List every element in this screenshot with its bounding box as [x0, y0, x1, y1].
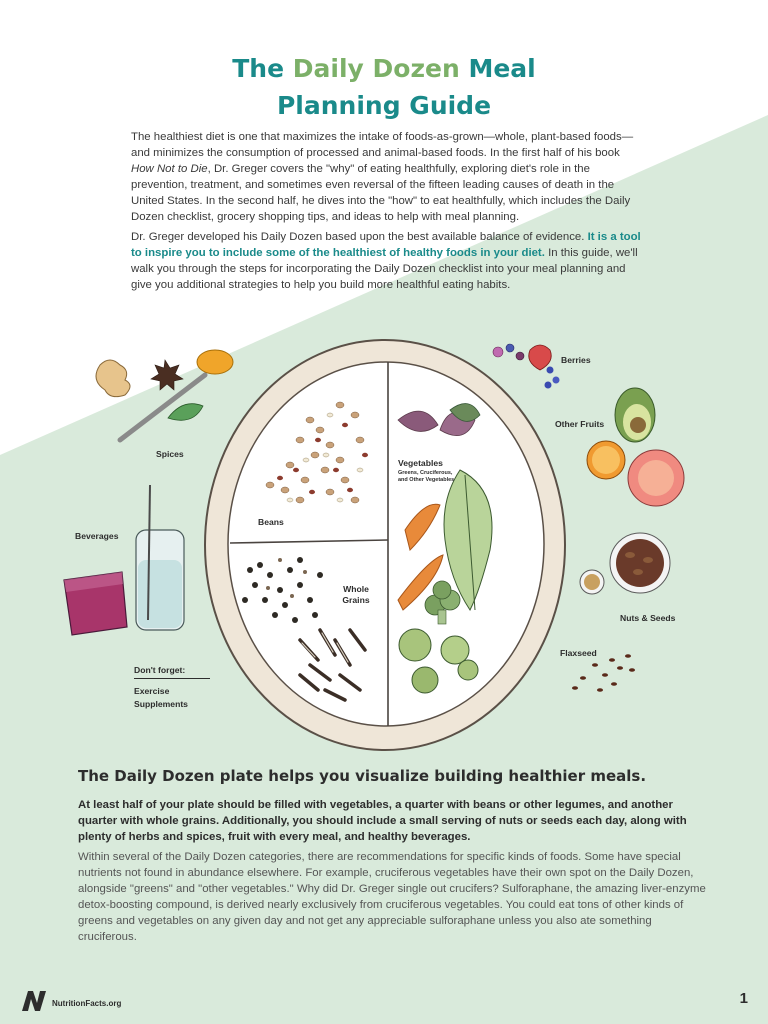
label-beans: Beans — [258, 517, 284, 527]
flaxseed-icon — [572, 654, 635, 692]
title-line-2: Planning Guide — [276, 91, 492, 120]
label-vegetables-sub-2: and Other Vegetables — [398, 477, 455, 483]
nuts-and-seeds-icon — [580, 533, 670, 594]
plate-explanation-section — [78, 767, 708, 945]
label-vegetables-sub-1: Greens, Cruciferous, — [398, 470, 453, 476]
intro-p1-start: The healthiest diet is one that maximizes the intake of foods-as-grown—whole, plant-based foods—and minimizes the consumption of processed and animal-based foods. In the first half of his book — [131, 131, 634, 159]
plate-icon — [205, 340, 565, 750]
other-fruits-icon — [587, 388, 684, 506]
footer-logo[interactable] — [20, 988, 121, 1014]
dont-forget-heading: Don't forget: — [134, 665, 210, 679]
label-whole-grains-1: Whole — [343, 584, 369, 594]
label-vegetables-subtitle — [398, 470, 454, 484]
label-berries: Berries — [561, 355, 591, 365]
book-title: How Not to Die — [131, 163, 208, 175]
intro-paragraph-1 — [131, 129, 641, 225]
label-beverages: Beverages — [75, 531, 119, 541]
berries-icon — [493, 344, 560, 389]
intro-p2-end: In this guide, we'll walk you through the steps for incorporating the Daily Dozen checklist into your meal planning and give you additional strategies to help you build more healthful eating habits. — [131, 247, 638, 291]
intro-text — [131, 129, 641, 297]
label-nuts-seeds: Nuts & Seeds — [620, 613, 676, 623]
title-part-3: Meal — [459, 54, 536, 83]
section-heading: The Daily Dozen plate helps you visualize building healthier meals. — [78, 767, 647, 785]
label-other-fruits: Other Fruits — [555, 419, 605, 429]
label-whole-grains-2: Grains — [342, 595, 370, 605]
dont-forget-item: Exercise — [134, 686, 170, 696]
intro-p2-start: Dr. Greger developed his Daily Dozen based upon the best available balance of evidence. — [131, 231, 588, 243]
intro-paragraph-2 — [131, 229, 641, 293]
page-title — [0, 50, 768, 124]
dont-forget-box — [134, 665, 210, 711]
intro-p1-end: , Dr. Greger covers the "why" of eating healthfully, exploring diet's role in the prevention, treatment, and sometimes even reversal of the fifteen leading causes of death in the United States. In the second half, he dives into the "how" to eat healthfully, which includes the Daily Dozen checklist, grocery shopping tips, and ideas to help with meal planning. — [131, 163, 631, 223]
footer-brand-text: NutritionFacts.org — [52, 998, 122, 1008]
label-spices: Spices — [156, 449, 184, 459]
beverages-icon — [64, 485, 184, 635]
page-number: 1 — [739, 990, 748, 1007]
label-flaxseed: Flaxseed — [560, 648, 597, 658]
section-paragraph: Within several of the Daily Dozen categories, there are recommendations for specific kinds of foods. Some have special nutrients not found in abundance elsewhere. For example, cruciferous vegetables have their own spot on the Daily Dozen, alongside "greens" and "other vegetables." Why did Dr. Greger single out crucifers? Sulforaphane, the amazing liver-enzyme detox-boosting compound, is derived nearly exclusively from cruciferous vegetables. You could eat tons of other kinds of greens and vegetables on any given day and not get any appreciable sulforaphane unless you also ate something cruciferous. — [78, 851, 706, 943]
dont-forget-item: Supplements — [134, 699, 188, 709]
title-highlight: Daily Dozen — [292, 54, 460, 83]
nutritionfacts-logo-icon — [20, 989, 48, 1013]
section-bold-paragraph: At least half of your plate should be filled with vegetables, a quarter with beans or other legumes, and another quarter with whole grains. Additionally, you should include a small serving of nuts or seeds each day, along with plenty of herbs and spices, fruit with every meal, and healthy beverages. — [78, 799, 687, 843]
intro-highlight: It is a tool to inspire you to include some of the healthiest of healthy foods in your diet. — [131, 231, 641, 259]
label-vegetables: Vegetables — [398, 458, 443, 468]
spices-icon — [96, 350, 233, 440]
label-whole-grains — [336, 584, 376, 606]
title-part-1: The — [232, 54, 293, 83]
